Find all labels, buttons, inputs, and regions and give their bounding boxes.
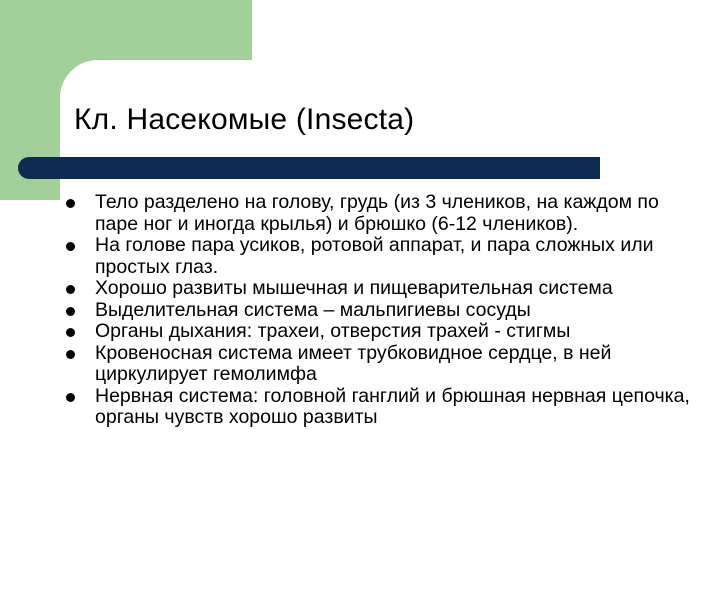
bullet-text-excretory: Выделительная система – мальпигиевы сосуды [95, 298, 531, 321]
bullet-dot-icon [66, 350, 75, 359]
bullet-text-nervous: Нервная система: головной ганглий и брюшная нервная цепочка, органы чувств хорошо развиты [95, 384, 690, 428]
bullet-item-1 [66, 192, 706, 235]
left-margin-strip [0, 200, 18, 540]
bullet-item-7 [66, 386, 706, 429]
bullet-dot-icon [66, 328, 75, 337]
bullet-list [66, 192, 706, 429]
bullet-dot-icon [66, 285, 75, 294]
bullet-text-body-segments: Тело разделено на голову, грудь (из 3 члеников, на каждом по паре ног и иногда крылья) и брюшко (6-12 члеников). [95, 191, 659, 235]
bullet-item-2 [66, 235, 706, 278]
bullet-text-muscular-digestive: Хорошо развиты мышечная и пищеварительная система [95, 277, 613, 299]
title-underline-bar [18, 157, 600, 179]
bullet-item-6 [66, 343, 706, 386]
bullet-dot-icon [66, 393, 75, 402]
bullet-item-5 [66, 321, 706, 343]
bullet-text-head-organs: На голове пара усиков, ротовой аппарат, и пара сложных или простых глаз. [95, 234, 654, 278]
bullet-dot-icon [66, 199, 75, 208]
bullet-item-3 [66, 278, 706, 300]
bullet-item-4 [66, 300, 706, 322]
bullet-text-circulatory: Кровеносная система имеет трубковидное сердце, в ней циркулирует гемолимфа [95, 341, 612, 385]
bullet-text-respiratory: Органы дыхания: трахеи, отверстия трахей - стигмы [95, 320, 571, 342]
slide-title: Кл. Насекомые (Insecta) [74, 103, 415, 136]
bullet-dot-icon [66, 307, 75, 316]
bullet-dot-icon [66, 242, 75, 251]
